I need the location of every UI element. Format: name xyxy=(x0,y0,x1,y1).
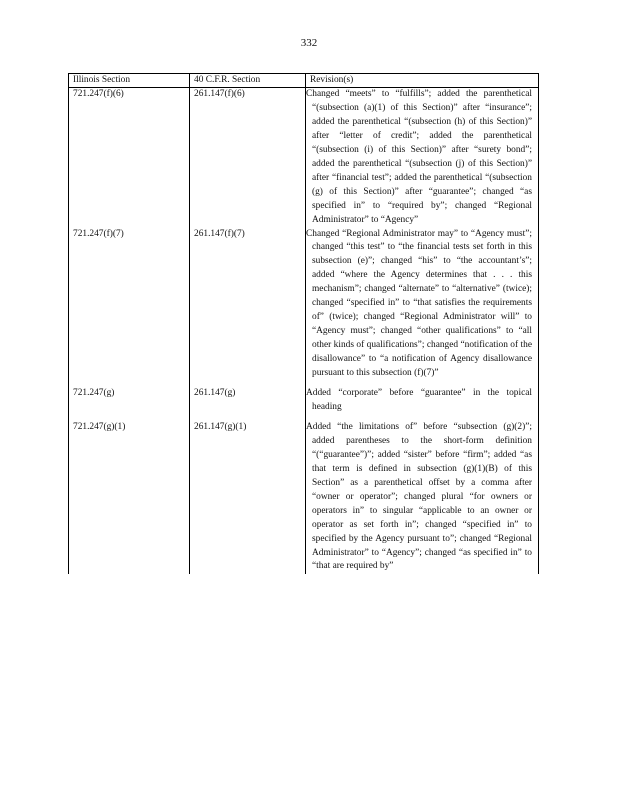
header-cfr-section: 40 C.F.R. Section xyxy=(190,74,306,88)
table-row xyxy=(69,228,539,381)
revision-table xyxy=(68,73,539,574)
table-row xyxy=(69,387,539,415)
revision-table-container xyxy=(68,73,538,710)
revision-cell xyxy=(306,88,539,228)
header-revisions: Revision(s) xyxy=(306,74,539,88)
illinois-section-cell: 721.247(f)(7) xyxy=(69,228,190,381)
revision-text: Changed “Regional Administrator may” to “Agency must”; changed “this test” to “the financial tests set forth in this subsection (e)”; changed “his” to “the accountant’s”; added “where the Agency determines that . . . this mechanism”; changed “alternate” to “alternative” (twice); changed “specified in” to “that satisfies the requirements of” (twice); changed “Regional Administrator will” to “Agency must”; changed “other qualifications” to “all other kinds of qualifications”; changed “notification of the disallowance” to “a notification of Agency disallowance pursuant to this subsection (f)(7)” xyxy=(306,228,532,379)
illinois-section-cell: 721.247(g)(1) xyxy=(69,421,190,574)
table-header-row xyxy=(69,74,539,88)
illinois-section-cell: 721.247(g) xyxy=(69,387,190,415)
cfr-section-cell: 261.147(g) xyxy=(190,387,306,415)
cfr-section-cell: 261.147(f)(7) xyxy=(190,228,306,381)
cfr-section-cell: 261.147(f)(6) xyxy=(190,88,306,228)
page-number: 332 xyxy=(300,37,318,49)
revision-text: Added “corporate” before “guarantee” in the topical heading xyxy=(306,388,532,412)
revision-cell xyxy=(306,421,539,574)
illinois-section-cell: 721.247(f)(6) xyxy=(69,88,190,228)
revision-cell xyxy=(306,228,539,381)
revision-text: Added “the limitations of” before “subsection (g)(2)”; added parentheses to the short-form definition “(“guarantee”)”; added “sister” before “firm”; added “as that term is defined in subsection (g)(1)(B) of this Section” as a parenthetical offset by a comma after “owner or operator”; changed plural “for owners or operators in” to singular “applicable to an owner or operator as set forth in”; changed “specified in” to specified by the Agency pursuant to”; changed “Regional Administrator” to “Agency”; changed “as specified in” to “that are required by” xyxy=(306,421,532,572)
revision-cell xyxy=(306,387,539,415)
table-row xyxy=(69,88,539,228)
table-row xyxy=(69,421,539,574)
revision-text: Changed “meets” to “fulfills”; added the parenthetical “(subsection (a)(1) of this Section)” after “insurance”; added the parenthetical “(subsection (h) of this Section)” after “letter of credit”; added the parenthetical “(subsection (i) of this Section)” after “surety bond”; added the parenthetical “(subsection (j) of this Section)” after “financial test”; added the parenthetical “(subsection (g) of this Section)” after “guarantee”; changed “as specified in” to “required by”; changed “Regional Administrator” to “Agency” xyxy=(306,89,532,225)
cfr-section-cell: 261.147(g)(1) xyxy=(190,421,306,574)
header-illinois-section: Illinois Section xyxy=(69,74,190,88)
